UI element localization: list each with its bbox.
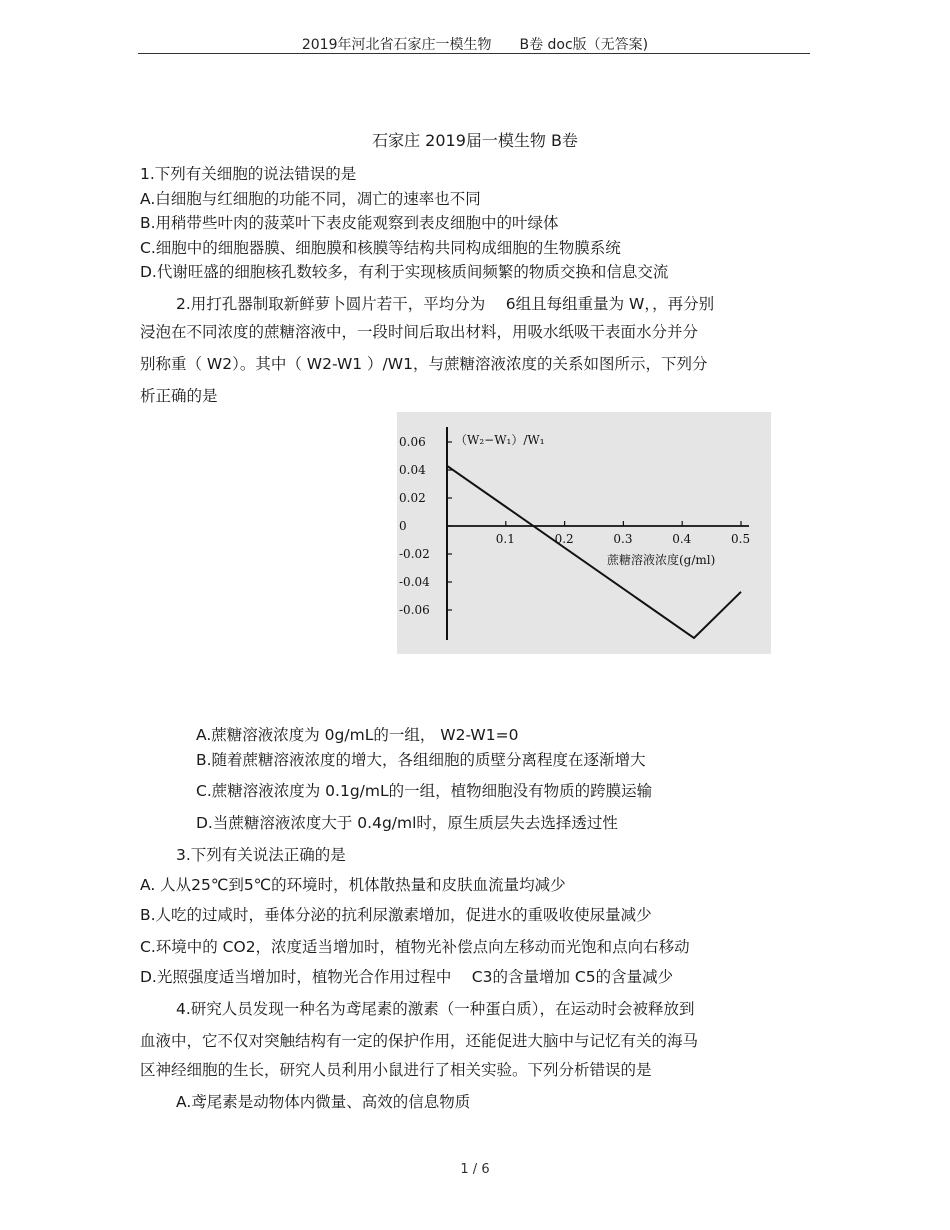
q4-line-1: 4.研究人员发现一种名为鸢尾素的激素（一种蛋白质），在运动时会被释放到 bbox=[176, 1000, 695, 1018]
q3-option-d: D.光照强度适当增加时，植物光合作用过程中 C3的含量增加 C5的含量减少 bbox=[140, 968, 674, 986]
q3-stem: 3.下列有关说法正确的是 bbox=[176, 846, 346, 864]
chart-x-tick-label-1: 0.2 bbox=[554, 532, 574, 546]
chart-y-ticks bbox=[399, 435, 452, 617]
q4-option-a: A.鸢尾素是动物体内微量、高效的信息物质 bbox=[176, 1093, 471, 1111]
chart-x-tick-label-3: 0.4 bbox=[672, 532, 692, 546]
q1-stem: 1.下列有关细胞的说法错误的是 bbox=[140, 165, 357, 183]
q2-option-b: B.随着蔗糖溶液浓度的增大，各组细胞的质壁分离程度在逐渐增大 bbox=[196, 751, 646, 769]
chart-y-tick-label-6: -0.06 bbox=[399, 603, 430, 617]
chart-x-ticks bbox=[496, 521, 750, 546]
page-header: 2019年河北省石家庄一模生物 B卷 doc版（无答案) bbox=[301, 37, 649, 53]
chart-y-tick-label-4: -0.02 bbox=[399, 547, 430, 561]
q2-line-3: 别称重（ W2）。其中（ W2-W1 ）/W1，与蔗糖溶液浓度的关系如图所示，下列分 bbox=[140, 355, 708, 373]
q3-option-a: A. 人从25℃到5℃的环境时，机体散热量和皮肤血流量均减少 bbox=[140, 876, 566, 894]
q1-option-a: A.白细胞与红细胞的功能不同，凋亡的速率也不同 bbox=[140, 190, 481, 208]
q3-option-c: C.环境中的 CO2，浓度适当增加时，植物光补偿点向左移动而光饱和点向右移动 bbox=[140, 938, 690, 956]
chart-series-line bbox=[447, 466, 741, 638]
q2-line-2: 浸泡在不同浓度的蔗糖溶液中，一段时间后取出材料，用吸水纸吸干表面水分并分 bbox=[140, 323, 699, 341]
q2-option-a: A.蔗糖溶液浓度为 0g/mL的一组， W2-W1=0 bbox=[196, 726, 519, 744]
q3-option-b: B.人吃的过咸时，垂体分泌的抗利尿激素增加，促进水的重吸收使尿量减少 bbox=[140, 906, 652, 924]
q4-line-2: 血液中，它不仅对突触结构有一定的保护作用，还能促进大脑中与记忆有关的海马 bbox=[140, 1032, 699, 1050]
chart-y-tick-label-3: 0 bbox=[399, 519, 407, 533]
q2-option-d: D.当蔗糖溶液浓度大于 0.4g/ml时，原生质层失去选择透过性 bbox=[196, 814, 618, 832]
q2-line-1: 2.用打孔器制取新鲜萝卜圆片若干，平均分为 6组且每组重量为 W，，再分别 bbox=[176, 295, 715, 313]
q1-option-b: B.用稍带些叶肉的菠菜叶下表皮能观察到表皮细胞中的叶绿体 bbox=[140, 214, 559, 232]
q2-chart bbox=[397, 412, 771, 654]
exam-title: 石家庄 2019届一模生物 B卷 bbox=[372, 131, 578, 150]
chart-y-tick-label-0: 0.06 bbox=[399, 435, 426, 449]
chart-y-tick-label-5: -0.04 bbox=[399, 575, 430, 589]
chart-y-tick-label-2: 0.02 bbox=[399, 491, 426, 505]
chart-x-tick-label-4: 0.5 bbox=[731, 532, 751, 546]
chart-series bbox=[447, 466, 741, 638]
header-rule bbox=[138, 53, 810, 54]
q2-line-4: 析正确的是 bbox=[140, 387, 218, 405]
q1-option-c: C.细胞中的细胞器膜、细胞膜和核膜等结构共同构成细胞的生物膜系统 bbox=[140, 239, 621, 257]
chart-xlabel: 蔗糖溶液浓度(g/ml) bbox=[607, 553, 716, 567]
chart-axes bbox=[447, 427, 749, 640]
chart-x-tick-label-0: 0.1 bbox=[495, 532, 515, 546]
q4-line-3: 区神经细胞的生长，研究人员利用小鼠进行了相关实验。下列分析错误的是 bbox=[140, 1061, 652, 1079]
q2-chart-svg bbox=[397, 412, 771, 654]
q1-option-d: D.代谢旺盛的细胞核孔数较多，有利于实现核质间频繁的物质交换和信息交流 bbox=[140, 263, 669, 281]
chart-y-tick-label-1: 0.04 bbox=[399, 463, 426, 477]
chart-ylabel: （W₂−W₁）/W₁ bbox=[455, 433, 545, 447]
q2-option-c: C.蔗糖溶液浓度为 0.1g/mL的一组，植物细胞没有物质的跨膜运输 bbox=[196, 782, 653, 800]
page-number: 1 / 6 bbox=[460, 1162, 490, 1177]
chart-x-tick-label-2: 0.3 bbox=[613, 532, 633, 546]
